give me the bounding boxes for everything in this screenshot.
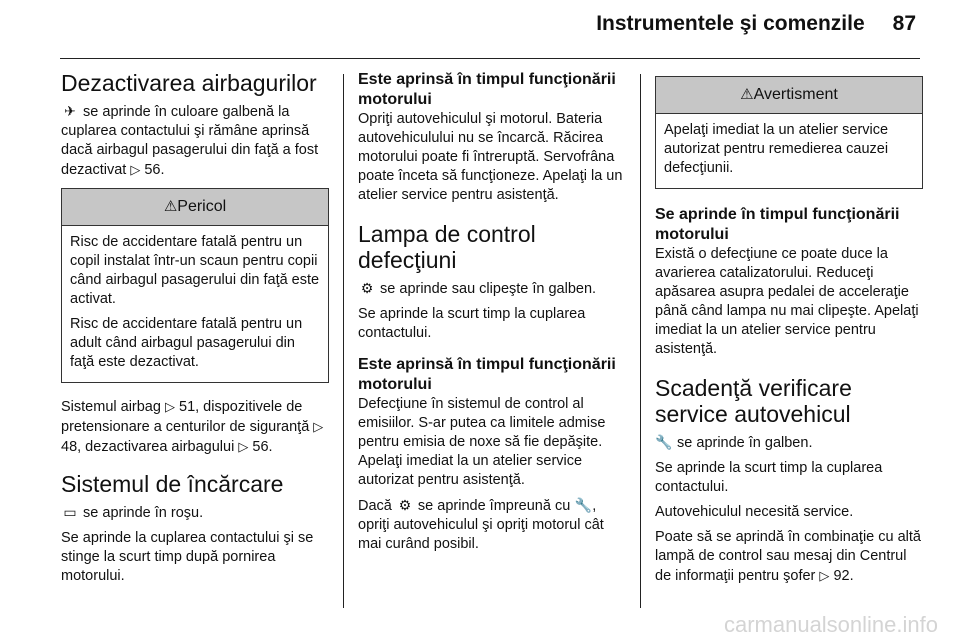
paragraph: Se aprinde la scurt timp la cuplarea contactului. [358,306,586,341]
engine-icon: ⚙ [360,280,374,296]
paragraph: Sistemul airbag ▷ 51, dispozitivele de pretensionare a centurilor de siguranţă ▷ 48, dezactivarea airbagului ▷ 56. [61,399,324,455]
heading-service-due: Scadenţă verificare service autovehicul [655,375,852,427]
service-icon: 🔧 [574,497,593,513]
warning-triangle-icon: ⚠ [163,198,178,215]
reference-arrow-icon: ▷ [130,162,141,177]
header-title: Instrumentele şi comenzile [596,12,865,35]
warning-triangle-icon: ⚠ [740,86,754,103]
paragraph: Dacă ⚙ se aprinde împreună cu 🔧, opriţi autovehiculul şi opriţi motorul cât mai curând posibil. [358,497,604,552]
subheading: Este aprinsă în timpul funcţionării motorului [358,71,616,108]
reference-arrow-icon: ▷ [313,419,324,434]
paragraph: Poate să se aprindă în combinaţie cu altă lampă de control sau mesaj din Centrul de informaţii pentru şofer ▷ 92. [655,529,921,584]
danger-box [61,188,329,383]
page-header [596,12,916,36]
heading-airbag-deactivation: Dezactivarea airbagurilor [61,70,317,96]
paragraph: Defecţiune în sistemul de control al emisiilor. S-ar putea ca limitele admise pentru emisia de noxe să fie depăşite. Apelaţi imediat la un atelier service autorizat pentru asistenţă. [358,396,606,488]
paragraph: ✈ se aprinde în culoare galbenă la cuplarea contactului şi rămâne aprinsă dacă airbagul pasagerului din faţă a fost dezactivat ▷ 56. [61,103,319,178]
warning-text: Apelaţi imediat la un atelier service autorizat pentru remedierea cauzei defecţiunii. [664,122,889,176]
heading-malfunction-lamp: Lampa de control defecţiuni [358,221,536,273]
warning-box-header: ⚠Avertisment [656,77,922,114]
column-2 [358,70,626,560]
paragraph: ▭ se aprinde în roşu. [61,503,329,523]
paragraph: 🔧 se aprinde în galben. [655,434,813,451]
danger-text-1: Risc de accidentare fatală pentru un copil instalat într-un scaun pentru copii când airbagul pasagerului din faţă este activat. [70,234,320,307]
header-rule [60,58,920,59]
warning-box [655,76,923,189]
paragraph: Se aprinde la cuplarea contactului şi se stinge la scurt timp după pornirea motorului. [61,530,314,584]
heading-charging-system: Sistemul de încărcare [61,471,284,497]
page-number: 87 [892,12,916,35]
column-1 [61,70,329,592]
battery-icon: ▭ [63,504,77,520]
paragraph: Opriţi autovehiculul şi motorul. Bateria autovehiculului nu se încarcă. Răcirea motorului poate fi întreruptă. Servofrâna poate înceta să funcţioneze. Apelaţi la un atelier service pentru asistenţă. [358,111,623,203]
column-3 [655,70,923,592]
reference-arrow-icon: ▷ [238,439,249,454]
paragraph: ⚙ se aprinde sau clipeşte în galben. [358,279,626,299]
danger-text-2: Risc de accidentare fatală pentru un adult când airbagul pasagerului din faţă este dezactivat. [70,316,303,370]
danger-box-header: ⚠Pericol [62,189,328,226]
paragraph: Autovehiculul necesită service. [655,504,854,520]
paragraph: Se aprinde la scurt timp la cuplarea contactului. [655,460,883,495]
column-divider-2 [640,74,641,608]
subheading: Este aprinsă în timpul funcţionării motorului [358,356,616,393]
reference-arrow-icon: ▷ [819,568,830,583]
subheading: Se aprinde în timpul funcţionării motorului [655,206,900,243]
watermark: carmanualsonline.info [723,612,938,637]
paragraph: Există o defecţiune ce poate duce la avarierea catalizatorului. Reduceţi apăsarea asupra pedalei de acceleraţie până când lampa nu mai clipeşte. Apelaţi imediat la un atelier service pentru asistenţă. [655,246,919,357]
airbag-off-icon: ✈ [64,103,76,119]
engine-icon: ⚙ [398,497,412,513]
column-divider-1 [343,74,344,608]
service-icon: 🔧 [655,434,673,450]
reference-arrow-icon: ▷ [164,399,175,414]
